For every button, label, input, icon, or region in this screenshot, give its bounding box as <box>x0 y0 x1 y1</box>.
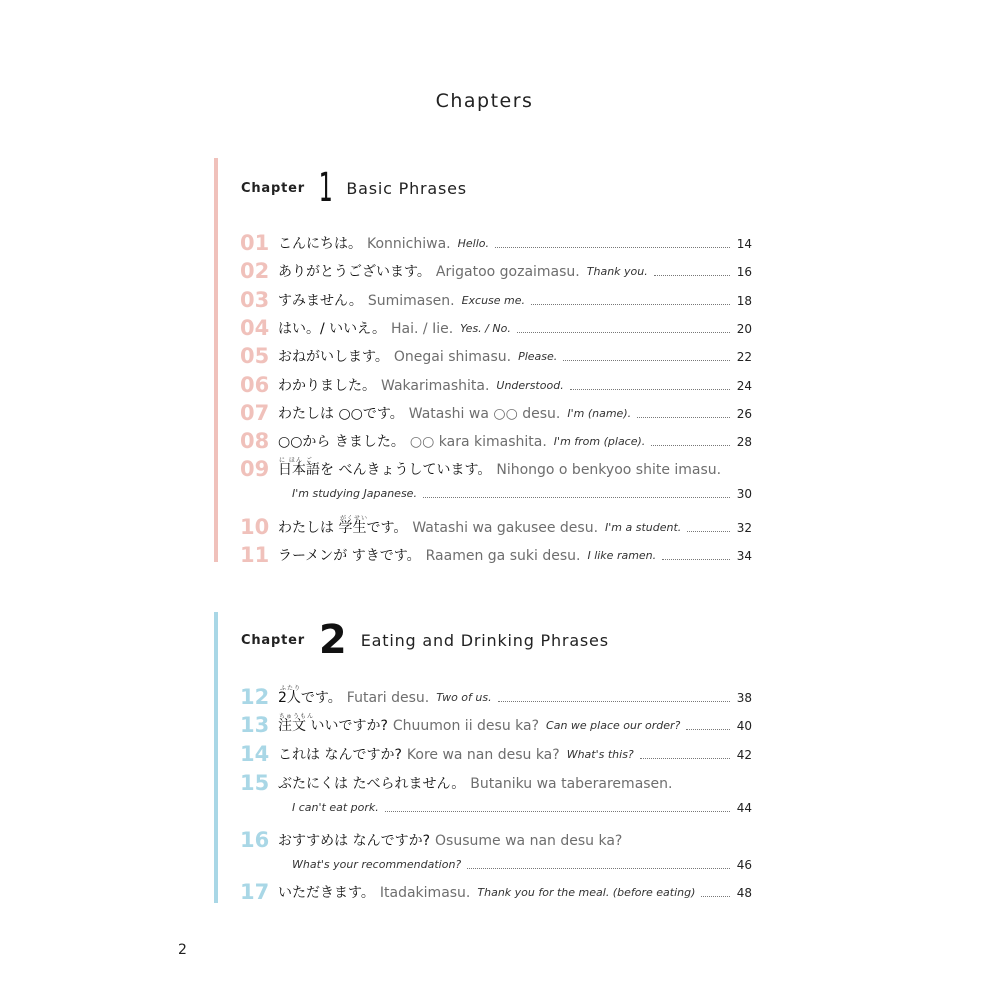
entry-japanese: すみません。 <box>278 293 363 309</box>
chapter-2-accent-bar <box>214 612 218 903</box>
entry-romaji: Watashi wa gakusee desu. <box>412 520 599 536</box>
entry-number: 01 <box>240 231 270 255</box>
entry-number: 16 <box>240 828 270 852</box>
entry-romaji: Butaniku wa taberaremasen. <box>470 776 673 792</box>
entry-english: I'm a student. <box>605 521 682 534</box>
entry-page: 20 <box>736 322 752 336</box>
chapter-2-heading <box>241 617 609 663</box>
entry-page: 18 <box>736 294 752 308</box>
dot-leader <box>637 417 730 418</box>
entry-japanese: おねがいします。 <box>278 349 389 365</box>
entry-english: Please. <box>518 350 558 363</box>
toc-entry[interactable] <box>240 339 752 367</box>
dot-leader <box>498 701 730 702</box>
toc-entry[interactable] <box>240 452 752 508</box>
toc-entry[interactable] <box>240 510 752 538</box>
dot-leader <box>423 497 730 498</box>
dot-leader <box>467 868 730 869</box>
dot-leader <box>651 445 730 446</box>
entry-romaji: Sumimasen. <box>367 293 455 309</box>
dot-leader <box>687 531 730 532</box>
page-title: Chapters <box>435 90 534 112</box>
entry-japanese: ありがとうございます。 <box>278 264 431 280</box>
entry-page: 28 <box>736 435 752 449</box>
furigana: ふたり <box>280 685 302 692</box>
dot-leader <box>654 275 730 276</box>
toc-entry[interactable] <box>240 766 752 822</box>
furigana: がくせい <box>340 515 369 522</box>
entry-english: Yes. / No. <box>460 322 511 335</box>
toc-entry[interactable] <box>240 283 752 311</box>
chapter-1-section <box>214 158 774 567</box>
entry-japanese: わかりました。 <box>278 378 376 394</box>
entry-number: 15 <box>240 771 270 795</box>
entry-romaji: Onegai shimasu. <box>393 349 512 365</box>
entry-english: Thank you for the meal. (before eating) <box>477 886 696 899</box>
entry-number: 03 <box>240 288 270 312</box>
entry-page: 24 <box>736 379 752 393</box>
dot-leader <box>701 896 730 897</box>
entry-romaji: Hai. / Iie. <box>391 321 454 337</box>
entry-japanese: ○○から きました。 <box>278 434 405 450</box>
entry-english: Can we place our order? <box>546 719 681 732</box>
toc-entry[interactable] <box>240 424 752 452</box>
toc-entry[interactable] <box>240 396 752 424</box>
entry-page: 40 <box>736 719 752 733</box>
toc-entry[interactable] <box>240 254 752 282</box>
toc-entry[interactable] <box>240 311 752 339</box>
toc-entry[interactable] <box>240 226 752 254</box>
toc-entry[interactable] <box>240 737 752 765</box>
entry-page: 14 <box>736 237 752 251</box>
entry-english: I'm from (place). <box>553 435 646 448</box>
entry-english: Thank you. <box>586 265 648 278</box>
toc-entry[interactable] <box>240 538 752 566</box>
entry-japanese: おすすめは なんですか? <box>278 833 431 849</box>
entry-english: What's this? <box>566 748 634 761</box>
entry-english: Hello. <box>457 237 490 250</box>
entry-english: Two of us. <box>436 691 492 704</box>
chapter-label: Chapter <box>241 632 305 648</box>
entry-number: 11 <box>240 543 270 567</box>
entry-english: I can't eat pork. <box>292 801 379 814</box>
entry-page: 44 <box>736 801 752 815</box>
chapter-label: Chapter <box>241 180 305 196</box>
dot-leader <box>662 559 730 560</box>
entry-japanese: ラーメンが すきです。 <box>278 548 421 564</box>
entry-romaji: Chuumon ii desu ka? <box>392 718 540 734</box>
entry-romaji: Arigatoo gozaimasu. <box>435 264 580 280</box>
entry-number: 05 <box>240 344 270 368</box>
entry-page: 34 <box>736 549 752 563</box>
chapter-title: Basic Phrases <box>346 178 467 198</box>
entry-number: 08 <box>240 429 270 453</box>
entry-page: 38 <box>736 691 752 705</box>
entry-romaji: Watashi wa ○○ desu. <box>408 406 561 422</box>
entry-romaji: Futari desu. <box>346 690 430 706</box>
entry-japanese: ぶたにくは たべられません。 <box>278 776 466 792</box>
entry-japanese: これは なんですか? <box>278 747 402 763</box>
dot-leader <box>385 811 730 812</box>
entry-japanese: わたしは ○○です。 <box>278 406 404 422</box>
dot-leader <box>517 332 730 333</box>
chapter-1-heading <box>241 165 467 211</box>
furigana: ちゅうもん <box>279 713 315 720</box>
entry-page: 16 <box>736 265 752 279</box>
entry-japanese: に ほん ご 日本語を べんきょうしています。 <box>278 460 491 480</box>
dot-leader <box>563 360 730 361</box>
toc-entry[interactable] <box>240 708 752 736</box>
entry-page: 42 <box>736 748 752 762</box>
entry-page: 46 <box>736 858 752 872</box>
chapter-1-accent-bar <box>214 158 218 562</box>
entry-number: 13 <box>240 713 270 737</box>
entry-romaji: Konnichiwa. <box>367 236 451 252</box>
entry-japanese: ちゅうもん 注文 いいですか? <box>278 716 388 736</box>
dot-leader <box>495 247 730 248</box>
toc-entry[interactable] <box>240 368 752 396</box>
entry-number: 14 <box>240 742 270 766</box>
entry-japanese: がくせい わたしは 学生です。 <box>278 518 407 538</box>
entry-japanese: はい。/ いいえ。 <box>278 321 387 337</box>
entry-number: 12 <box>240 685 270 709</box>
dot-leader <box>686 729 730 730</box>
entry-english: Excuse me. <box>461 294 526 307</box>
page-number: 2 <box>178 942 187 958</box>
entry-english: I'm studying Japanese. <box>292 487 417 500</box>
entry-romaji: ○○ kara kimashita. <box>409 434 547 450</box>
entry-number: 04 <box>240 316 270 340</box>
entry-number: 17 <box>240 880 270 904</box>
toc-entry[interactable] <box>240 875 752 903</box>
chapter-2-section <box>214 612 774 903</box>
entry-english: I like ramen. <box>587 549 657 562</box>
toc-entry[interactable] <box>240 823 752 879</box>
entry-japanese: いただきます。 <box>278 885 375 901</box>
entry-japanese: ふたり 2人です。 <box>278 688 342 708</box>
entry-number: 02 <box>240 259 270 283</box>
dot-leader <box>640 758 730 759</box>
chapter-title: Eating and Drinking Phrases <box>360 630 609 650</box>
furigana: に ほん ご <box>279 457 313 464</box>
entry-romaji: Itadakimasu. <box>379 885 471 901</box>
chapter-number: 1 <box>318 165 333 211</box>
entry-number: 07 <box>240 401 270 425</box>
entry-page: 26 <box>736 407 752 421</box>
entry-romaji: Nihongo o benkyoo shite imasu. <box>496 462 722 478</box>
entry-english: What's your recommendation? <box>292 858 462 871</box>
entry-romaji: Kore wa nan desu ka? <box>406 747 560 763</box>
entry-romaji: Wakarimashita. <box>381 378 490 394</box>
entry-english: Understood. <box>496 379 564 392</box>
entry-page: 30 <box>736 487 752 501</box>
dot-leader <box>531 304 730 305</box>
toc-entry[interactable] <box>240 680 752 708</box>
entry-number: 09 <box>240 457 270 481</box>
entry-romaji: Osusume wa nan desu ka? <box>435 833 623 849</box>
entry-romaji: Raamen ga suki desu. <box>425 548 581 564</box>
entry-page: 32 <box>736 521 752 535</box>
entry-english: I'm (name). <box>567 407 632 420</box>
entry-number: 10 <box>240 515 270 539</box>
entry-number: 06 <box>240 373 270 397</box>
entry-page: 48 <box>736 886 752 900</box>
entry-japanese: こんにちは。 <box>278 236 362 252</box>
entry-page: 22 <box>736 350 752 364</box>
dot-leader <box>570 389 730 390</box>
chapter-number: 2 <box>318 617 347 663</box>
